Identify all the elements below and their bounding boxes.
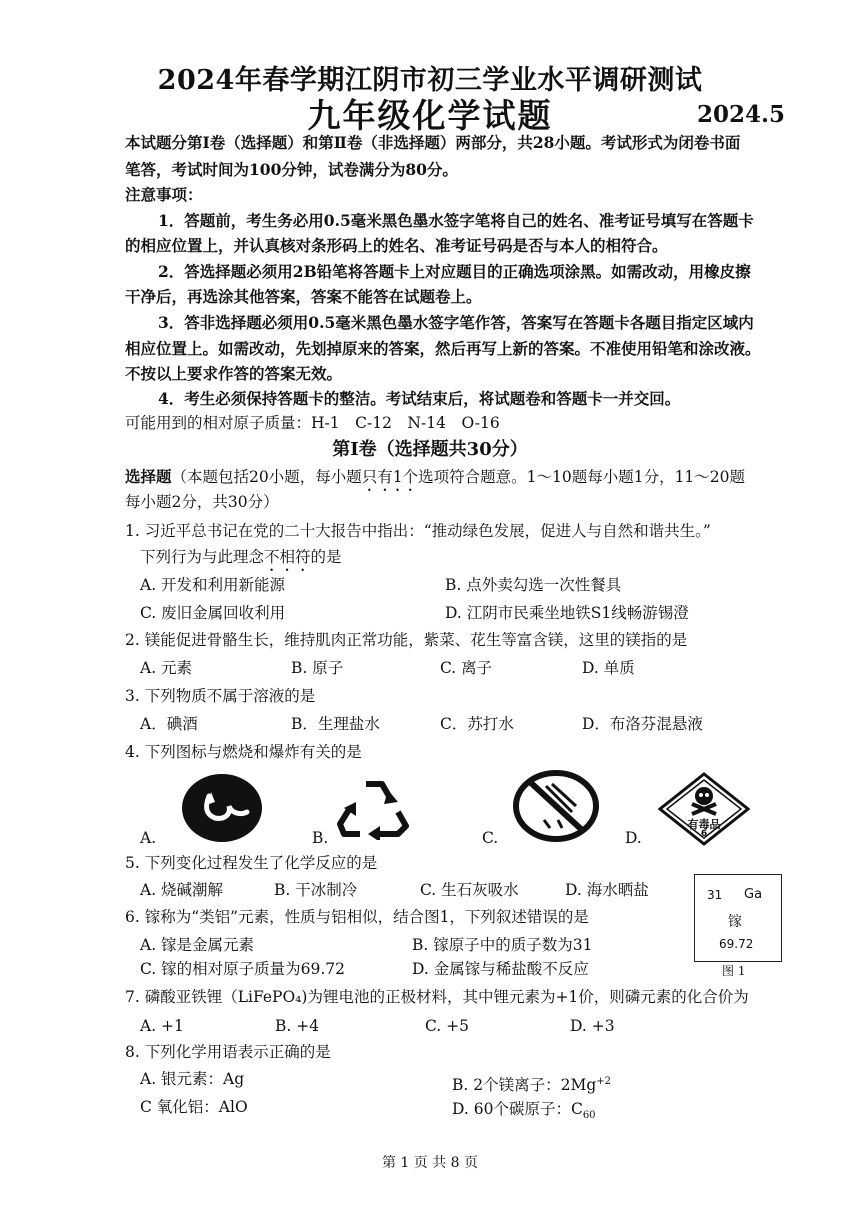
option-a: A．碘酒	[140, 715, 198, 733]
option-b: B. 2个镁离子：$2Mg^{+2}$	[452, 1076, 612, 1095]
option-c: C. 镓的相对原子质量为69.72	[140, 960, 346, 978]
note-line: 1．答题前，考生务必用0.5毫米黑色墨水签字笔将自己的姓名、准考证号填写在答题卡	[158, 211, 754, 230]
element-name: 镓	[728, 914, 742, 930]
question-stem: 7. 磷酸亚铁锂（LiFePO₄)为锂电池的正极材料，其中锂元素为+1价，则磷元素的化合价为	[125, 988, 749, 1006]
question-stem: 8. 下列化学用语表示正确的是	[125, 1043, 331, 1061]
notes-heading: 注意事项：	[125, 185, 203, 204]
exam-title: 2024年春学期江阴市初三学业水平调研测试	[157, 65, 703, 96]
note-line: 4．考生必须保持答题卡的整洁。考试结束后，将试题卷和答题卡一并交回。	[158, 389, 681, 408]
element-symbol: Ga	[744, 887, 763, 902]
option-a: A. +1	[140, 1017, 184, 1035]
option-a: A. 银元素：Ag	[140, 1070, 245, 1088]
option-b: B. 原子	[291, 659, 344, 677]
option-b: B．生理盐水	[291, 715, 380, 733]
section-heading: 第Ⅰ卷（选择题共30分）	[332, 439, 528, 460]
exam-date: 2024.5	[697, 101, 786, 128]
option-a: A. 镓是金属元素	[140, 936, 255, 954]
question-stem: 4. 下列图标与燃烧和爆炸有关的是	[125, 743, 362, 761]
toxic-class-number: 6	[700, 829, 708, 839]
option-c: C 氧化铝：AlO	[140, 1098, 248, 1116]
option-d: D．布洛芬混悬液	[582, 715, 703, 733]
section-instructions: 选择题（本题包括20小题，每小题只有1个选项符合题意。1～10题每小题1分，11～20题	[125, 467, 746, 486]
option-a: A. 开发和利用新能源	[140, 576, 286, 594]
option-a: A. 烧碱潮解	[140, 881, 224, 899]
option-a: A.	[140, 829, 157, 847]
option-d: D. 金属镓与稀盐酸不反应	[412, 960, 589, 978]
option-c: C.	[482, 829, 499, 847]
question-stem: 6. 镓称为“类铝”元素，性质与铝相似，结合图1，下列叙述错误的是	[125, 908, 589, 926]
question-stem: 2. 镁能促进骨骼生长，维持肌肉正常功能，紫菜、花生等富含镁，这里的镁指的是	[125, 631, 688, 649]
option-a: A. 元素	[140, 659, 193, 677]
option-c: C．苏打水	[440, 715, 514, 733]
question-stem: 1. 习近平总书记在党的二十大报告中指出：“推动绿色发展，促进人与自然和谐共生。”	[125, 522, 711, 540]
atomic-number: 31	[707, 888, 723, 902]
exam-subject-title: 九年级化学试题	[307, 96, 553, 135]
question-stem: 3. 下列物质不属于溶液的是	[125, 687, 316, 705]
question-stem: 下列行为与此理念不相符的是	[140, 548, 342, 566]
recycle-icon	[328, 772, 422, 840]
atomic-mass: 69.72	[719, 937, 754, 951]
question-stem: 5. 下列变化过程发生了化学反应的是	[125, 854, 378, 872]
option-d: D. 江阴市民乘坐地铁S1线畅游锡澄	[445, 604, 689, 622]
option-d: D. 海水晒盐	[565, 881, 649, 899]
toxic-substance-icon	[658, 772, 750, 846]
note-line: 干净后，再选涂其他答案，答案不能答在试题卷上。	[125, 287, 482, 306]
water-drop-sign-icon	[175, 772, 269, 844]
option-d: D. 单质	[582, 659, 635, 677]
option-b: B.	[312, 829, 329, 847]
option-c: C. 生石灰吸水	[420, 881, 519, 899]
atomic-mass-line: 可能用到的相对原子质量：H-1 C-12 N-14 O-16	[125, 414, 500, 432]
option-d: D.	[625, 829, 642, 847]
note-line: 2．答选择题必须用2B铅笔将答题卡上对应题目的正确选项涂黑。如需改动，用橡皮擦	[158, 262, 751, 281]
option-d: D. 60个碳原子：$C_{60}$	[452, 1100, 596, 1122]
page-footer: 第 1 页 共 8 页	[381, 1155, 479, 1171]
note-line: 不按以上要求作答的答案无效。	[125, 364, 343, 383]
toxic-label: 有毒品	[687, 818, 721, 831]
no-fireworks-icon	[510, 770, 602, 842]
option-c: C. 离子	[440, 659, 493, 677]
option-b: B. 镓原子中的质子数为31	[412, 936, 593, 954]
intro-line: 本试题分第Ⅰ卷（选择题）和第Ⅱ卷（非选择题）两部分，共28小题。考试形式为闭卷书面	[125, 133, 741, 152]
note-line: 相应位置上。如需改动，先划掉原来的答案，然后再写上新的答案。不准使用铅笔和涂改液。	[125, 339, 761, 358]
instructions-label: 选择题	[125, 467, 172, 486]
option-b: B. +4	[275, 1017, 320, 1035]
option-d: D. +3	[570, 1017, 615, 1035]
option-c: C. 废旧金属回收利用	[140, 604, 286, 622]
figure-caption: 图 1	[722, 964, 746, 978]
option-b: B. 干冰制冷	[274, 881, 358, 899]
intro-line: 笔答，考试时间为100分钟，试卷满分为80分。	[125, 160, 458, 179]
option-b: B. 点外卖勾选一次性餐具	[445, 576, 622, 594]
periodic-table-cell	[694, 874, 782, 962]
note-line: 的相应位置上，并认真核对条形码上的姓名、准考证号码是否与本人的相符合。	[125, 236, 668, 255]
option-c: C. +5	[425, 1017, 470, 1035]
note-line: 3．答非选择题必须用0.5毫米黑色墨水签字笔作答，答案写在答题卡各题目指定区域内	[158, 313, 754, 332]
section-instructions: 每小题2分，共30分）	[125, 493, 279, 511]
